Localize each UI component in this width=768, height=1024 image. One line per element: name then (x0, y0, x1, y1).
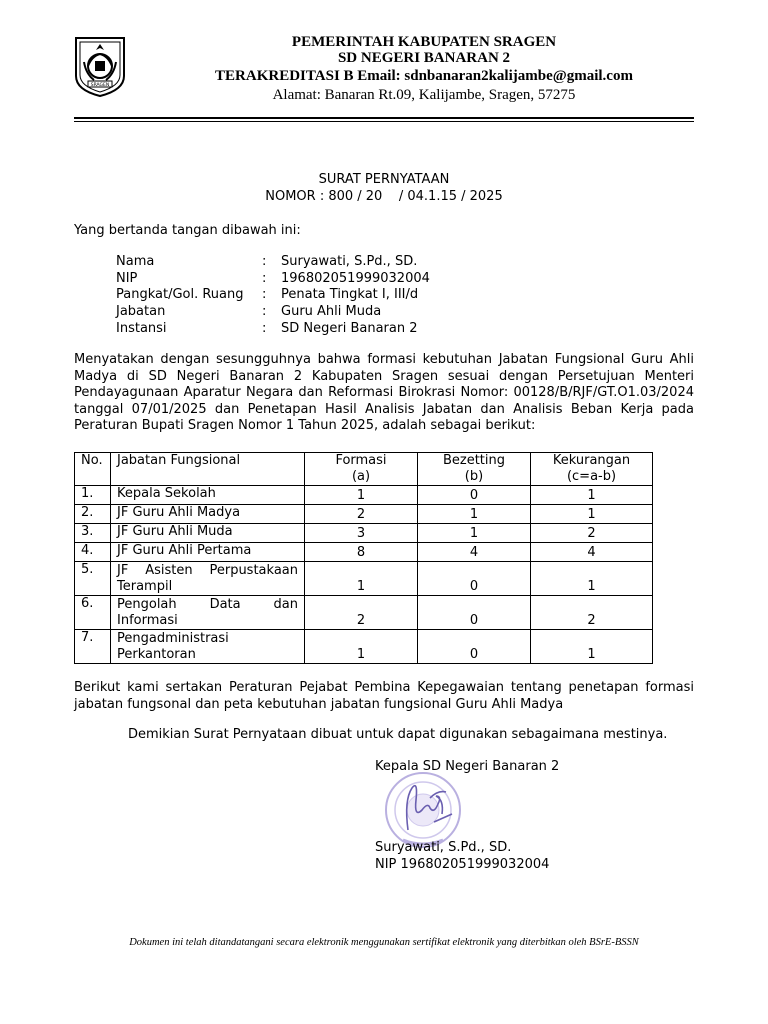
table-row (75, 596, 653, 630)
cell-formasi: 1 (305, 486, 418, 505)
document-title: SURAT PERNYATAAN (318, 172, 450, 187)
cell-bezetting: 1 (418, 505, 531, 524)
cell-jabatan-line1: Pengolah Data dan (117, 597, 298, 612)
header-formasi-label: Formasi (335, 453, 387, 468)
kabupaten-sragen-emblem-icon (74, 36, 126, 98)
identity-value: 196802051999032004 (281, 270, 430, 286)
closing-sentence: Demikian Surat Pernyataan dibuat untuk dapat digunakan sebagaimana mestinya. (128, 727, 668, 742)
header-kekurangan-sub: (c=a-b) (566, 469, 617, 484)
identity-value: Guru Ahli Muda (281, 304, 382, 320)
signature-position: Kepala SD Negeri Banaran 2 (375, 759, 560, 774)
cell-no: 7. (75, 630, 111, 664)
cell-formasi: 3 (305, 524, 418, 543)
header-jabatan: Jabatan Fungsional (111, 453, 305, 486)
cell-formasi: 2 (305, 596, 418, 630)
table-row (75, 543, 653, 562)
e-signature-footer: Dokumen ini telah ditandatangani secara elektronik menggunakan sertifikat elektronik yang diterbitkan oleh BSrE-BSSN (129, 937, 639, 948)
letterhead-government: PEMERINTAH KABUPATEN SRAGEN (291, 34, 557, 50)
header-kekurangan-label: Kekurangan (552, 453, 631, 468)
cell-bezetting: 0 (418, 596, 531, 630)
cell-bezetting: 0 (418, 630, 531, 664)
cell-bezetting: 0 (418, 562, 531, 596)
identity-value: SD Negeri Banaran 2 (281, 320, 418, 336)
header-kekurangan (531, 453, 653, 486)
header-formasi-sub: (a) (351, 469, 371, 484)
logo-text: SRAGEN (90, 83, 110, 88)
identity-key: Nama (116, 254, 155, 269)
table-header-row (75, 453, 653, 486)
cell-formasi: 2 (305, 505, 418, 524)
cell-kekurangan: 4 (531, 543, 653, 562)
header-bezetting-label: Bezetting (442, 453, 506, 468)
document-number: NOMOR : 800 / 20 / 04.1.15 / 2025 (265, 189, 503, 204)
cell-no: 3. (75, 524, 111, 543)
cell-no: 1. (75, 486, 111, 505)
table-row (75, 562, 653, 596)
cell-jabatan: JF Guru Ahli Pertama (111, 543, 305, 562)
header-bezetting (418, 453, 531, 486)
identity-key: Pangkat/Gol. Ruang (116, 287, 244, 303)
cell-no: 2. (75, 505, 111, 524)
cell-jabatan: JF Guru Ahli Muda (111, 524, 305, 543)
cell-kekurangan: 2 (531, 524, 653, 543)
cell-jabatan: Kepala Sekolah (111, 486, 305, 505)
cell-jabatan-line1: Pengadministrasi (117, 631, 229, 646)
letterhead-accreditation-email: TERAKREDITASI B Email: sdnbanaran2kalijambe@gmail.com (215, 68, 633, 84)
cell-no: 5. (75, 562, 111, 596)
identity-key: Instansi (116, 320, 167, 336)
cell-jabatan-line2: Informasi (117, 613, 178, 628)
signatory-name: Suryawati, S.Pd., SD. (375, 840, 512, 855)
cell-no: 6. (75, 596, 111, 630)
cell-kekurangan: 2 (531, 596, 653, 630)
table-row (75, 486, 653, 505)
identity-colon: : (262, 304, 267, 320)
table-row (75, 524, 653, 543)
header-no: No. (75, 453, 111, 486)
header-bezetting-sub: (b) (464, 469, 484, 484)
cell-jabatan: JF Guru Ahli Madya (111, 505, 305, 524)
cell-no: 4. (75, 543, 111, 562)
letterhead-divider-thin (74, 121, 694, 122)
statement-paragraph: Menyatakan dengan sesungguhnya bahwa formasi kebutuhan Jabatan Fungsional Guru Ahli Madya di SD Negeri Banaran 2 Kabupaten Sragen sesuai dengan Persetujuan Menteri Pendayagunaan Aparatur Negara dan Reformasi Birokrasi Nomor: 00128/B/RJF/GT.O1.03/2024 tanggal 07/01/2025 dan Penetapan Hasil Analisis Jabatan dan Analisis Beban Kerja pada Peraturan Bupati Sragen Nomor 1 Tahun 2025, adalah sebagai berikut: (74, 352, 694, 433)
cell-jabatan (111, 630, 305, 664)
identity-key: NIP (116, 270, 138, 286)
intro-text: Yang bertanda tangan dibawah ini: (74, 223, 301, 238)
cell-jabatan (111, 596, 305, 630)
cell-formasi: 8 (305, 543, 418, 562)
letterhead-address: Alamat: Banaran Rt.09, Kalijambe, Sragen, 57275 (272, 87, 576, 103)
cell-bezetting: 4 (418, 543, 531, 562)
attachment-paragraph: Berikut kami sertakan Peraturan Pejabat Pembina Kepegawaian tentang penetapan formasi jabatan fungsonal dan peta kebutuhan jabatan fungsional Guru Ahli Madya (74, 680, 694, 712)
cell-kekurangan: 1 (531, 562, 653, 596)
identity-value: Suryawati, S.Pd., SD. (281, 254, 418, 269)
school-stamp-icon (378, 770, 488, 850)
identity-colon: : (262, 287, 267, 303)
cell-jabatan-line2: Perkantoran (117, 647, 196, 662)
table-row (75, 630, 653, 664)
letterhead-divider-thick (74, 117, 694, 119)
formation-table (74, 452, 653, 664)
identity-value: Penata Tingkat I, III/d (281, 287, 419, 303)
letterhead-school: SD NEGERI BANARAN 2 (337, 50, 511, 66)
cell-bezetting: 0 (418, 486, 531, 505)
identity-colon: : (262, 270, 267, 286)
identity-key: Jabatan (116, 304, 166, 320)
cell-kekurangan: 1 (531, 630, 653, 664)
identity-colon: : (262, 320, 267, 336)
cell-jabatan (111, 562, 305, 596)
cell-formasi: 1 (305, 630, 418, 664)
signatory-nip: NIP 196802051999032004 (375, 857, 550, 872)
header-formasi (305, 453, 418, 486)
cell-jabatan-line2: Terampil (117, 579, 173, 594)
identity-colon: : (262, 254, 267, 269)
table-row (75, 505, 653, 524)
cell-formasi: 1 (305, 562, 418, 596)
cell-jabatan-line1: JF Asisten Perpustakaan (117, 563, 298, 578)
cell-kekurangan: 1 (531, 505, 653, 524)
letterhead (150, 34, 698, 105)
cell-kekurangan: 1 (531, 486, 653, 505)
cell-bezetting: 1 (418, 524, 531, 543)
